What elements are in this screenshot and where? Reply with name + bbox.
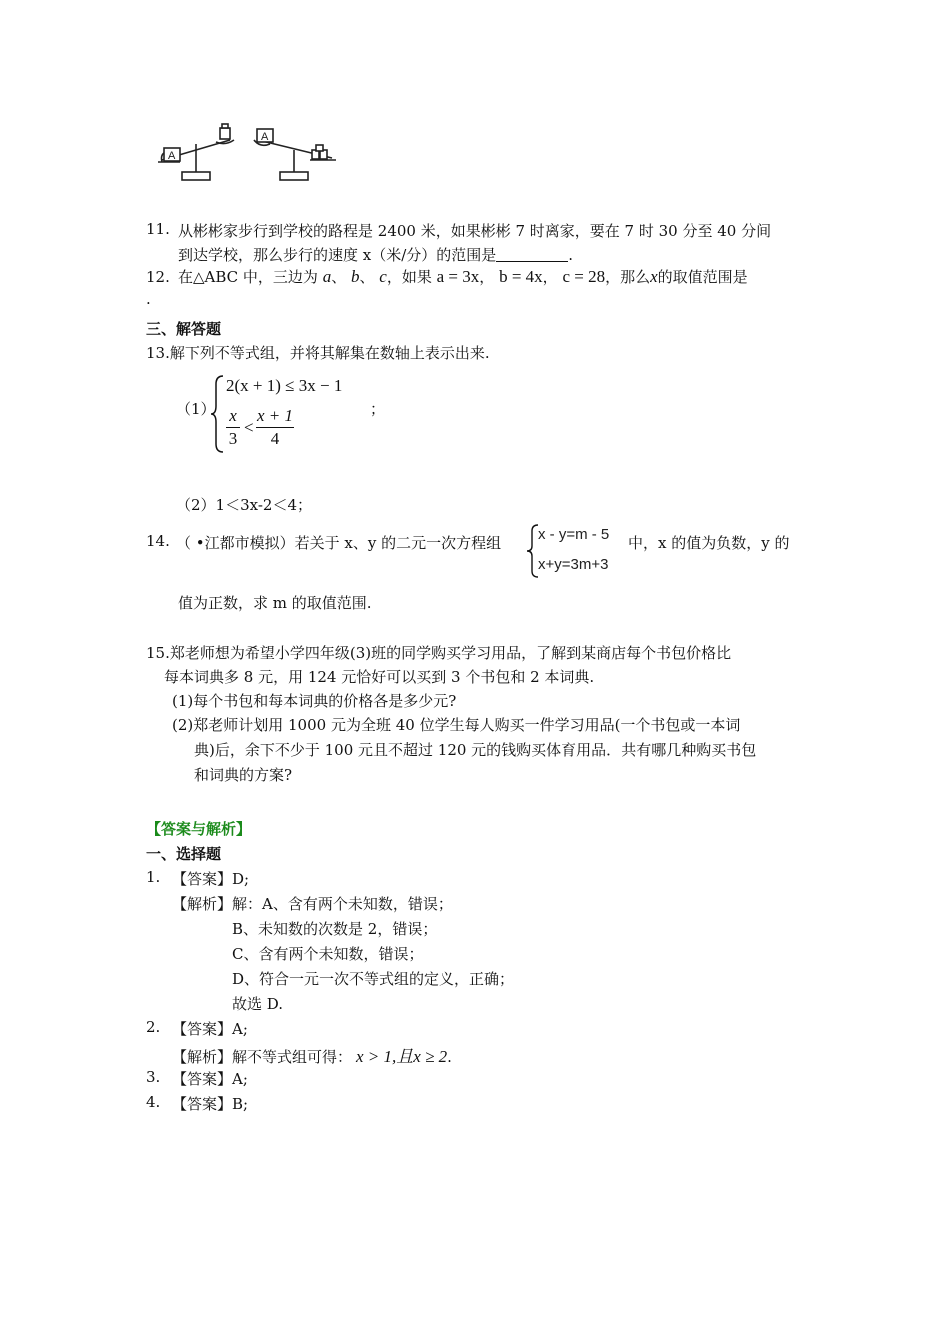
q12-line	[178, 266, 748, 287]
answer-4-number: 4.	[146, 1093, 161, 1111]
q12-number: 12.	[146, 268, 170, 286]
q13-inequality-1: 2(x + 1) ≤ 3x − 1	[226, 376, 343, 395]
answer-1-result: 【答案】D;	[172, 870, 250, 888]
q15-sub2-line2: 典)后，余下不少于 100 元且不超过 120 元的钱购买体育用品．共有哪几种购买书包	[194, 741, 757, 759]
q12-var-c: c	[379, 267, 387, 286]
q12-mid: ，如果	[386, 268, 432, 286]
answer-2-end: .	[447, 1048, 452, 1066]
answer-2-result: 【答案】A;	[172, 1020, 248, 1038]
answers-section1: 一、选择题	[146, 845, 222, 863]
answer-4-result: 【答案】B;	[172, 1095, 249, 1113]
q13-text: 13.解下列不等式组，并将其解集在数轴上表示出来.	[146, 344, 490, 362]
q12-prefix: 在△ABC 中，三边为	[178, 268, 318, 286]
q15-sub2-line1: (2)郑老师计划用 1000 元为全班 40 位学生每人购买一件学习用品(一个书包或一本词	[172, 716, 741, 734]
q14-prefix: （ •江都市模拟）若关于 x、y 的二元一次方程组	[176, 534, 502, 552]
q14-equation-1: x - y=m - 5	[538, 526, 610, 543]
q13-frac2	[256, 406, 294, 449]
q15-sub2-line3: 和词典的方案?	[194, 766, 293, 784]
q14-number: 14.	[146, 532, 170, 550]
q13-frac1-numerator: x	[229, 406, 237, 425]
q13-frac1-bar	[226, 427, 240, 428]
q13-less-than: <	[244, 418, 254, 437]
right-box-label: A	[261, 131, 269, 143]
q11-line2	[178, 244, 573, 265]
q12-eq-c: c = 28	[562, 267, 606, 286]
q13-part1-label: （1）	[176, 400, 216, 418]
q11-number: 11.	[146, 220, 170, 238]
answer-1-explanation: 【解析】解：A、含有两个未知数，错误；	[172, 895, 453, 913]
q13-frac1	[226, 406, 240, 449]
answer-2-math: x > 1,且x ≥ 2	[356, 1047, 448, 1066]
q11-line2-text: 到达学校，那么步行的速度 x（米/分）的范围是	[178, 246, 497, 264]
q13-frac2-denominator: 4	[270, 429, 280, 448]
q15-line2: 每本词典多 8 元，用 124 元恰好可以买到 3 个书包和 2 本词典.	[164, 668, 595, 686]
q12-dot: .	[146, 290, 151, 308]
q12-sep: 、	[359, 268, 375, 286]
answer-1-conclusion: 故选 D.	[232, 995, 284, 1013]
q11-answer-blank	[496, 247, 568, 262]
answer-3-result: 【答案】A;	[172, 1070, 248, 1088]
q12-post: ，那么	[605, 268, 651, 286]
q14-line2: 值为正数，求 m 的取值范围.	[178, 594, 372, 612]
q12-var-a: a	[322, 267, 332, 286]
q13-part2: （2）1＜3x-2＜4；	[176, 496, 312, 514]
q12-comma: ，	[542, 268, 558, 286]
q15-line1: 15.郑老师想为希望小学四年级(3)班的同学购买学习用品，了解到某商店每个书包价格比	[146, 644, 732, 662]
answer-1-number: 1.	[146, 868, 161, 886]
section3-title: 三、解答题	[146, 320, 222, 338]
q13-frac2-bar	[256, 427, 294, 428]
q11-line1: 从彬彬家步行到学校的路程是 2400 米，如果彬彬 7 时离家，要在 7 时 30 分至 40 分间	[178, 222, 772, 240]
q12-var-x: x	[650, 267, 658, 286]
q12-tail: 的取值范围是	[657, 268, 748, 286]
answer-2-explanation	[172, 1042, 452, 1067]
answer-1-option-b: B、未知数的次数是 2，错误；	[232, 920, 438, 938]
q13-frac2-numerator: x + 1	[256, 406, 294, 425]
answer-2-explanation-text: 【解析】解不等式组可得：	[172, 1048, 353, 1066]
q12-eq-a: a = 3x	[436, 267, 480, 286]
q12-var-b: b	[351, 267, 360, 286]
q12-eq-b: b = 4x	[499, 267, 543, 286]
answer-1-option-c: C、含有两个未知数，错误；	[232, 945, 424, 963]
balance-scales-figure	[150, 122, 350, 188]
answers-header: 【答案与解析】	[146, 820, 252, 838]
q14-equation-2: x+y=3m+3	[538, 556, 609, 573]
q13-system-brace	[210, 374, 226, 454]
q12-sep: 、	[331, 268, 347, 286]
q13-part1-semicolon: ；	[370, 400, 386, 418]
q15-sub1: (1)每个书包和每本词典的价格各是多少元?	[172, 692, 457, 710]
answer-2-number: 2.	[146, 1018, 161, 1036]
q14-post: 中，x 的值为负数，y 的	[628, 534, 790, 552]
answer-1-option-d: D、符合一元一次不等式组的定义，正确；	[232, 970, 515, 988]
left-box-label: A	[168, 150, 176, 162]
q13-frac1-denominator: 3	[228, 429, 238, 448]
q12-comma: ，	[479, 268, 495, 286]
q11-line2-end: .	[568, 246, 574, 264]
answer-3-number: 3.	[146, 1068, 161, 1086]
